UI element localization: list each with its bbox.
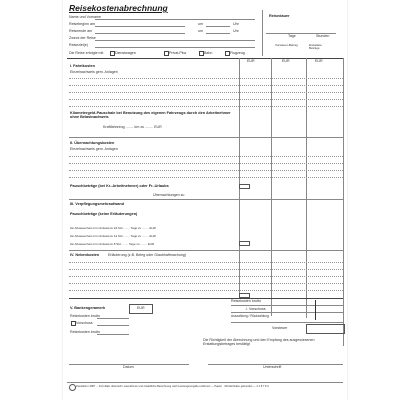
bank-vorschuss: Vorschuss [76,321,93,325]
section-verpflegung-sub: Pauschbeträge (keine Erläuterungen) [70,212,138,216]
confirmation-text: Die Richtigkeit der Abrechnung und den Empfang des ausgewiesenen Erstattungsbetrages bestätigt [203,338,315,346]
dienstwagen-label: Dienstwagen [115,51,136,55]
signature-label: Unterschrift [263,365,282,369]
fahrtkosten-row-2[interactable] [69,85,343,86]
end-field[interactable] [95,33,185,34]
end-label: Reiseende am [69,29,93,33]
uebernachtung-row-1[interactable] [69,156,343,157]
column-divider-2 [271,58,272,316]
bank-line-1 [97,318,129,319]
section-divider-3 [69,250,343,251]
date-label: Datum [123,365,134,369]
section-verpflegung-title: III. Verpflegungsmehraufwand [70,202,125,206]
km-pauschale-title: Kilometergeld-Pauschale bei Benutzung des eigenen Fahrzeugs durch den Arbeitnehmer ohne Belastnachweis [70,111,231,119]
table-bottom-line [69,298,343,299]
fahrtkosten-row-1[interactable] [69,78,343,79]
flugzeug-label: Flugzeug [230,51,245,55]
section-uebernachtung-sub: Einzelnachweis gem. Anlagen [70,147,118,151]
neben-row-5[interactable] [69,290,343,291]
section-divider-2 [69,199,343,200]
vorschuss-label: ./. Vorschuss [245,307,266,311]
uebernachtung-row-2[interactable] [69,163,343,164]
section-uebernachtung-title: II. Übernachtungskosten [70,141,115,145]
start-time-field[interactable] [206,26,230,27]
header-divider [262,10,263,56]
neben-row-3[interactable] [69,276,343,277]
arrow-box-2 [239,241,250,246]
section-neben-title: IV. Nebenkosten [70,253,100,257]
neben-row-2[interactable] [69,269,343,270]
footer-text: Zweckform 3087 ... Formblatt, überreicht, Ausnahmen und zusätzliche Berechnung nach Leistungsvorgabe entfernen — Papier · 100 Einheiten gebunden — 4 1 8 7 8 0 [76,385,269,388]
vorsteuer-label: Vorsteuer [272,326,288,330]
bank-reisekosten: Reisekosten brutto [70,314,100,318]
verpflegung-line-3: bei Abwesenheit mit mindestens 8 Std ........ Tage zu ........ EUR [70,242,155,246]
logo-icon [69,384,76,391]
name-label: Name und Vorname [69,15,101,19]
arrow-box-1 [239,184,250,189]
summary-line-1 [231,305,343,306]
footer-line [67,382,343,383]
bank-line-3 [97,334,129,335]
stunden-label: Stunden [316,34,330,38]
verpflegung-line-2: bei Abwesenheit mit mindestens 14 Std ........ Tage zu ........ EUR [70,234,156,238]
bank-line-2 [97,325,129,326]
auszahlung-label: Auszahlung / Rückzahlung [231,314,269,318]
form-page [63,0,347,400]
section-fahrtkosten-sub: Einzelnachweis gem. Anlagen [70,70,118,74]
column-divider-3 [306,58,307,318]
km-pauschale-line: Kraftfahrzeug ........ km zu ........ EUR [103,125,162,129]
section-divider-1 [69,137,343,138]
reisedauer-label: Reisedauer [269,14,290,18]
summary-line-3 [231,322,343,323]
destination-field[interactable] [95,47,255,48]
table-top-line [67,58,343,59]
table-right-edge [343,58,344,346]
travel-label: Die Reise erfolgte mit [69,51,104,55]
neben-row-1[interactable] [69,262,343,263]
end-time-label: um [198,29,203,33]
erstattet-header: Erstattete Beträge [309,43,322,51]
neben-row-4[interactable] [69,283,343,284]
uebernachtung-row-4[interactable] [69,177,343,178]
section-fahrtkosten-title: I. Fahrtkosten [70,64,95,68]
bank-reisekosten-2: Reisekosten brutto [70,330,100,334]
vorsteuer-header: Vorsteuer-Betrag [275,43,298,47]
privat-pkw-label: Privat-Pkw [169,51,187,55]
tage-label: Tage [288,34,296,38]
section-neben-sub: Erläuterung (z.B. Beleg oder Glaubhaftmachung) [108,253,186,257]
start-label: Reisebeginn am [69,22,95,26]
bank-title: V. Bankengeramerk [70,306,106,310]
form-title: Reisekostenabrechnung [69,3,168,13]
fahrtkosten-row-3[interactable] [69,92,343,93]
purpose-field[interactable] [95,40,255,41]
eur-col-2: EUR [282,59,290,63]
reisekosten-brutto-label: Reisekosten brutto [231,299,261,303]
start-uhr: Uhr [233,22,239,26]
bahn-label: Bahn [204,51,213,55]
vorsteuer-field[interactable] [306,324,345,334]
start-field[interactable] [95,26,185,27]
eur-col-1: EUR [247,59,255,63]
fahrtkosten-row-4[interactable] [69,99,343,100]
purpose-label: Zweck der Reise [69,36,96,40]
destination-label: Reiseziel(e) [69,43,88,47]
arrow-line [315,300,316,320]
end-uhr: Uhr [233,29,239,33]
fahrtkosten-row-5[interactable] [69,106,343,107]
verpflegung-line-1: bei Abwesenheit mit mindestens 24 Std ........ Tage zu ........ EUR [70,226,156,230]
end-time-field[interactable] [206,33,230,34]
eur-col-3: EUR [315,59,323,63]
pauschbetrag-line: Übernachtungen zu [153,193,185,197]
summary-line-2 [231,312,343,313]
start-time-label: um [198,22,203,26]
bank-currency: EUR [137,306,145,310]
uebernachtung-row-3[interactable] [69,170,343,171]
name-field[interactable] [95,19,255,20]
pauschbetrag-title: Pauschbeträge (bei Kr.-Arbeitnehmer) oder Fr.-Urlaubs [70,184,169,188]
